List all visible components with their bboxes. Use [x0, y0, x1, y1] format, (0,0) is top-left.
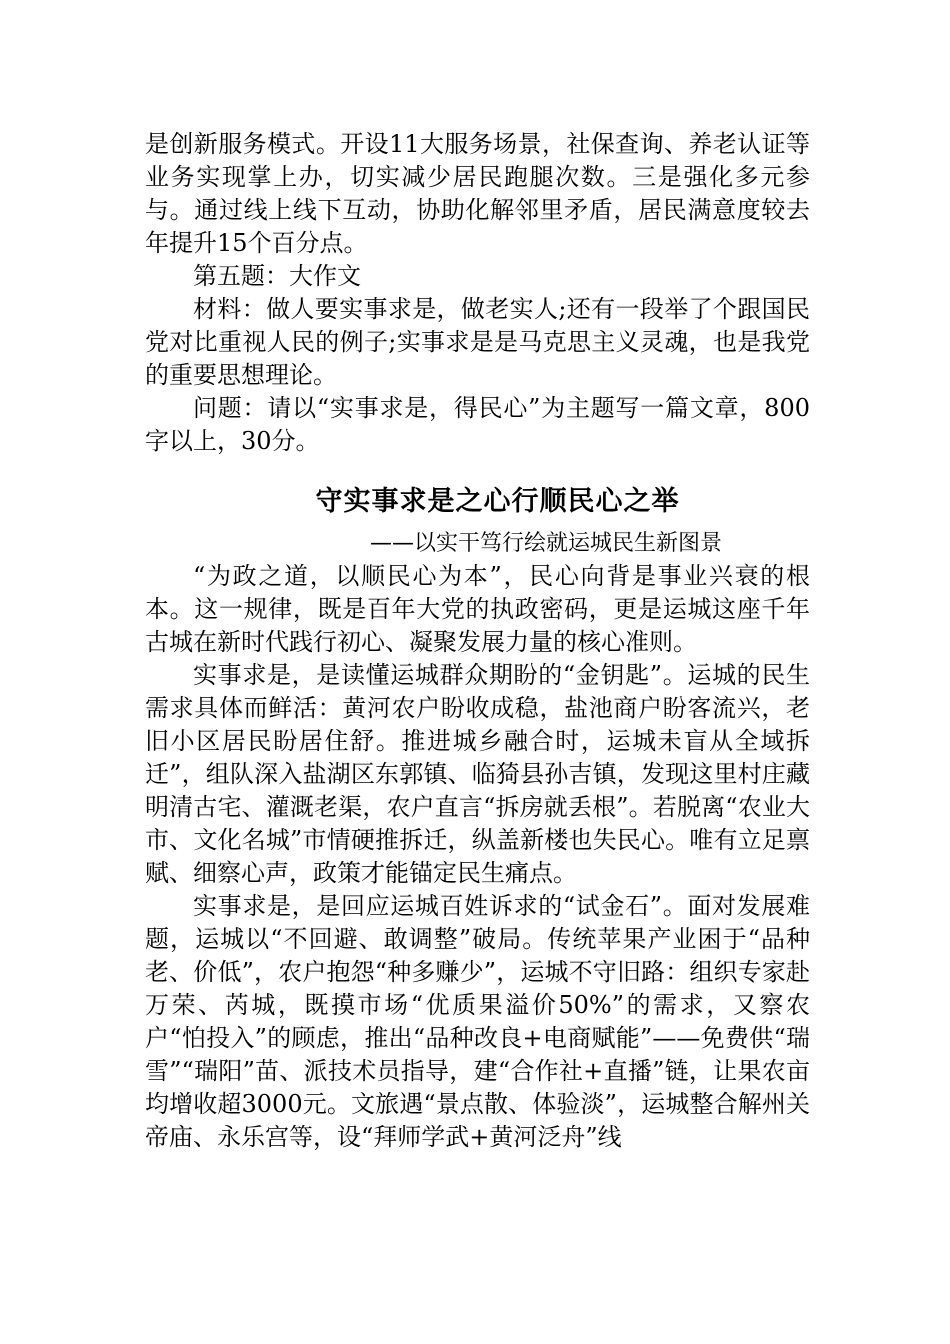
question-paragraph: 问题：请以“实事求是，得民心”为主题写一篇文章，800字以上，30分。 — [145, 394, 810, 455]
material-paragraph: 材料：做人要实事求是，做老实人;还有一段举了个跟国民党对比重视人民的例子;实事求是是马克思主义灵魂，也是我党的重要思想理论。 — [145, 295, 810, 389]
essay-title: 守实事求是之心行顺民心之举 — [315, 486, 680, 517]
document-body — [145, 128, 810, 1154]
question-heading: 第五题：大作文 — [193, 262, 361, 290]
essay-paragraph-1: “为政之道，以顺民心为本”，民心向背是事业兴衰的根本。这一规律，既是百年大党的执政密码，更是运城这座千年古城在新时代践行初心、凝聚发展力量的核心准则。 — [145, 562, 810, 656]
essay-paragraph-2: 实事求是，是读懂运城群众期盼的“金钥匙”。运城的民生需求具体而鲜活：黄河农户盼收成稳，盐池商户盼客流兴，老旧小区居民盼居住舒。推进城乡融合时，运城未盲从全域拆迁”，组队深入盐湖区东郭镇、临猗县孙吉镇，发现这里村庄藏明清古宅、灌溉老渠，农户直言“拆房就丢根”。若脱离“农业大市、文化名城”市情硬推拆迁，纵盖新楼也失民心。唯有立足禀赋、细察心声，政策才能锚定民生痛点。 — [145, 661, 810, 887]
essay-subtitle: ——以实干笃行绘就运城民生新图景 — [370, 531, 723, 556]
intro-paragraph: 是创新服务模式。开设11大服务场景，社保查询、养老认证等业务实现掌上办，切实减少居民跑腿次数。三是强化多元参与。通过线上线下互动，协助化解邻里矛盾，居民满意度较去年提升15个百分点。 — [145, 130, 810, 257]
essay-paragraph-3: 实事求是，是回应运城百姓诉求的“试金石”。面对发展难题，运城以“不回避、敢调整”破局。传统苹果产业困于“品种老、价低”，农户抱怨“种多赚少”，运城不守旧路：组织专家赴万荣、芮城，既摸市场“优质果溢价50%”的需求，又察农户“怕投入”的顾虑，推出“品种改良+电商赋能”——免费供“瑞雪”“瑞阳”苗、派技术员指导，建“合作社+直播”链，让果农亩均增收超3000元。文旅遇“景点散、体验淡”，运城整合解州关帝庙、永乐宫等，设“拜师学武+黄河泛舟”线 — [145, 892, 810, 1151]
